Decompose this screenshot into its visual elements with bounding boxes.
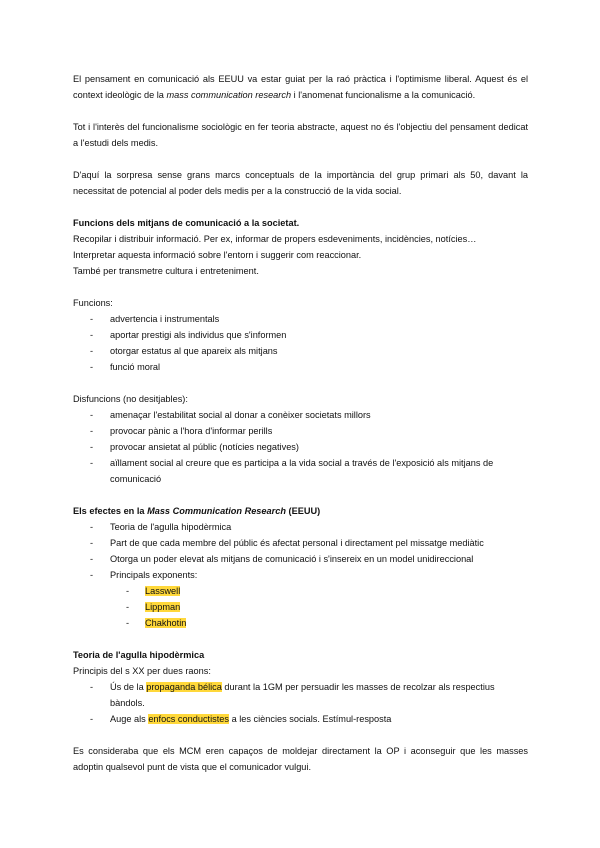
funcions-line-1: Recopilar i distribuir informació. Per ex, informar de propers esdeveniments, incidències, notícies… — [73, 234, 477, 244]
list-item: - provocar pànic a l'hora d'informar perills — [73, 423, 528, 439]
exponent-lippman: Lippman — [145, 602, 181, 612]
exponent-item — [73, 583, 528, 599]
list-item — [73, 679, 528, 711]
list-item: - funció moral — [73, 359, 528, 375]
list-item: - Teoria de l'agulla hipodèrmica — [73, 519, 528, 535]
agulla-closing: Es consideraba que els MCM eren capaços de moldejar directament la OP i aconseguir que les masses adoptin qualsevol punt de vista que el comunicador vulgui. — [73, 746, 528, 772]
list-item: - Otorga un poder elevat als mitjans de comunicació i s'insereix en un model unidireccional — [73, 551, 528, 567]
document-page — [73, 71, 528, 775]
agulla-item1-start: Ús de la — [110, 682, 147, 692]
highlight-enfocs: enfocs conductistes — [148, 714, 230, 724]
intro-paragraph-3: D'aquí la sorpresa sense grans marcs conceptuals de la importància del grup primari als 50, davant la necessitat de potencial al poder dels medis per a la construcció de la vida social. — [73, 170, 528, 196]
funcions-line-3: També per transmetre cultura i entreteniment. — [73, 266, 259, 276]
disfuncions-title: Disfuncions (no desitjables): — [73, 394, 188, 404]
intro-p1-text: El pensament en comunicació als EEUU va estar guiat per la raó pràctica i l'optimisme liberal. Aquest és el context ideològic de la — [73, 74, 528, 100]
list-item — [73, 711, 528, 727]
exponent-chakhotin: Chakhotin — [145, 618, 187, 628]
agulla-intro: Principis del s XX per dues raons: — [73, 666, 211, 676]
list-item: - aportar prestigi als individus que s'informen — [73, 327, 528, 343]
efectes-heading — [73, 503, 528, 519]
funcions-line-2: Interpretar aquesta informació sobre l'entorn i suggerir com reaccionar. — [73, 250, 362, 260]
disfuncions-list — [73, 407, 528, 487]
list-item: - aïllament social al creure que es participa a la vida social a través de l'exposició als mitjans de comunicació — [73, 455, 528, 487]
list-item: - Part de que cada membre del públic és afectat personal i directament pel missatge mediàtic — [73, 535, 528, 551]
agulla-list — [73, 679, 528, 727]
efectes-heading-end: (EEUU) — [285, 506, 321, 516]
list-item: - otorgar estatus al que apareix als mitjans — [73, 343, 528, 359]
list-item: - provocar ansietat al públic (notícies negatives) — [73, 439, 528, 455]
exponent-lasswell: Lasswell — [145, 586, 181, 596]
efectes-heading-start: Els efectes en la — [73, 506, 148, 516]
exponent-item — [73, 599, 528, 615]
agulla-heading: Teoria de l'agulla hipodèrmica — [73, 650, 205, 660]
agulla-item2-end: a les ciències socials. Estímul-resposta — [229, 714, 392, 724]
list-item: - Principals exponents: — [73, 567, 528, 583]
intro-p1-end: i l'anomenat funcionalisme a la comunicació. — [291, 90, 476, 100]
agulla-item2-start: Auge als — [110, 714, 149, 724]
efectes-heading-italic: Mass Communication Research — [147, 506, 286, 516]
intro-paragraph-2: Tot i l'interès del funcionalisme sociològic en fer teoria abstracte, aquest no és l'objectiu del pensament dedicat a l'estudi dels medis. — [73, 122, 528, 148]
list-item: - amenaçar l'estabilitat social al donar a conèixer societats millors — [73, 407, 528, 423]
exponent-item — [73, 615, 528, 631]
funcions-list — [73, 311, 528, 375]
intro-paragraph-1 — [73, 71, 528, 103]
intro-p1-italic: mass communication research — [166, 90, 292, 100]
exponents-list — [73, 583, 528, 631]
highlight-propaganda: propaganda bélica — [146, 682, 222, 692]
list-item: - advertencia i instrumentals — [73, 311, 528, 327]
funcions-heading: Funcions dels mitjans de comunicació a la societat. — [73, 218, 300, 228]
funcions-title: Funcions: — [73, 298, 113, 308]
efectes-list — [73, 519, 528, 583]
agulla-item1-end: durant la 1GM per persuadir les masses de recolzar als respectius bàndols. — [110, 682, 495, 708]
